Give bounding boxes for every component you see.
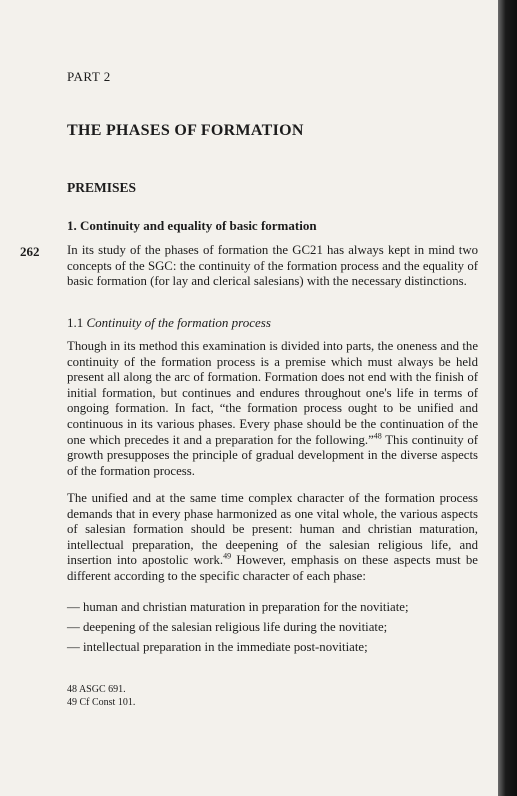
paragraph-2	[67, 339, 478, 479]
list-item: — deepening of the salesian religious life during the novitiate;	[67, 620, 388, 634]
paragraph-2-tail: This continuity of growth presupposes the principle of gradual development in the diverse aspects of the formation process.	[67, 432, 478, 478]
subsection-number: 1.1	[67, 315, 84, 330]
paragraph-1: In its study of the phases of formation the GC21 has always kept in mind two concepts of the SGC: the continuity of the formation process and the equality of basic formation (for lay and clerical salesians) with the necessary distinctions.	[67, 243, 478, 289]
section-heading: 1. Continuity and equality of basic formation	[67, 218, 317, 233]
footnote-ref-48: 48	[373, 431, 382, 441]
footnote: 48 ASGC 691.	[67, 684, 126, 695]
footnotes	[67, 683, 135, 709]
paragraph-3-tail: However, emphasis on these aspects must be different according to the specific character of each phase:	[67, 553, 478, 583]
paragraph-3-body: The unified and at the same time complex character of the formation process demands that in every phase harmonized as one vital whole, the various aspects of salesian formation should be present: human and christian maturation, intellectual preparation, the deepening of the salesian religious life, and insertion into apostolic work.	[67, 491, 478, 568]
paragraph-2-body: Though in its method this examination is divided into parts, the oneness and the continuity of the formation process is a premise which must always be held present all along the arc of formation. Formation does not end with the finish of initial formation, but continues and endures throughout one's life in terms of ongoing formation. In fact, “the formation process ought to be unified and continuous in its various phases. Every phase should be the continuation of the one which precedes it and a preparation for the following.”	[67, 339, 478, 447]
paragraph-number: 262	[20, 244, 40, 259]
part-label: PART 2	[67, 69, 111, 84]
paragraph-3	[67, 491, 478, 585]
bleed-through-text	[320, 38, 323, 50]
chapter-title: THE PHASES OF FORMATION	[67, 122, 304, 139]
footnote: 49 Cf Const 101.	[67, 697, 136, 708]
list-item: — human and christian maturation in preparation for the novitiate;	[67, 600, 409, 614]
list-item: — intellectual preparation in the immediate post-novitiate;	[67, 640, 368, 654]
scan-edge	[498, 0, 517, 796]
subsection-title: Continuity of the formation process	[86, 315, 271, 330]
phase-list	[67, 597, 487, 657]
subsection-heading	[67, 315, 271, 331]
footnote-ref-49: 49	[223, 552, 232, 562]
premises-heading: PREMISES	[67, 180, 137, 195]
